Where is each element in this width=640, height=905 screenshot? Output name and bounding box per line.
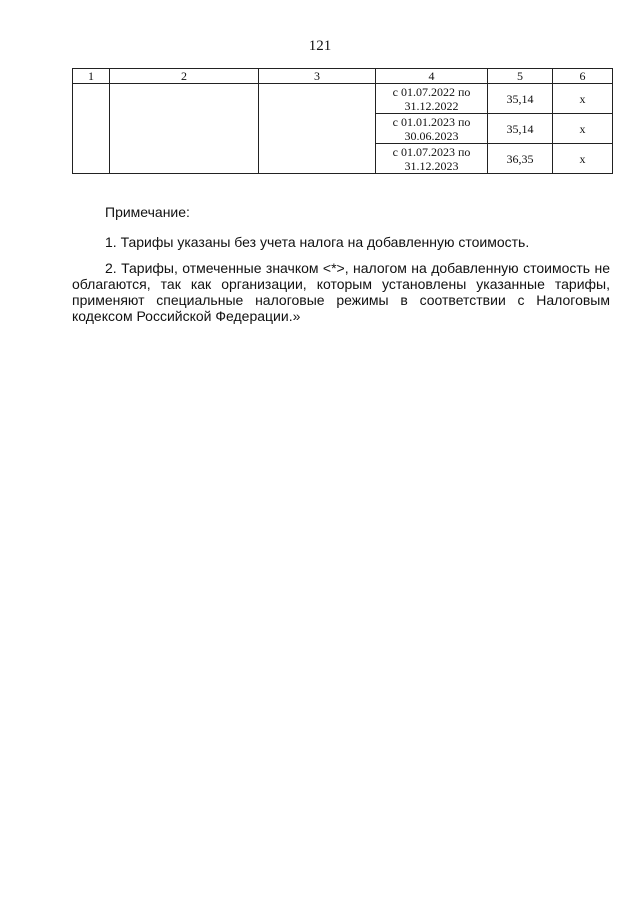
tariff-value-cell: 35,14	[488, 84, 553, 114]
vat-mark-cell: х	[553, 144, 613, 174]
table-cell-col3	[259, 84, 376, 174]
column-header-4: 4	[376, 69, 488, 84]
column-header-5: 5	[488, 69, 553, 84]
page-number: 121	[308, 38, 332, 54]
tariff-value-cell: 36,35	[488, 144, 553, 174]
period-cell: с 01.01.2023 по 30.06.2023	[376, 114, 488, 144]
table-cell-col2	[110, 84, 259, 174]
tariff-value-cell: 35,14	[488, 114, 553, 144]
note-item-2: 2. Тарифы, отмеченные значком <*>, налогом на добавленную стоимость не облагаются, так как организации, которым установлены указанные тарифы, применяют специальные налоговые режимы в соответствии с Налоговым кодексом Российской Федерации.»	[72, 260, 610, 324]
column-header-6: 6	[553, 69, 613, 84]
vat-mark-cell: х	[553, 114, 613, 144]
note-item-1: 1. Тарифы указаны без учета налога на добавленную стоимость.	[105, 234, 530, 250]
vat-mark-cell: х	[553, 84, 613, 114]
column-header-1: 1	[73, 69, 110, 84]
period-cell: с 01.07.2022 по 31.12.2022	[376, 84, 488, 114]
period-cell: с 01.07.2023 по 31.12.2023	[376, 144, 488, 174]
notes-section	[72, 204, 610, 324]
table-row	[73, 84, 613, 114]
table-header-row	[73, 69, 613, 84]
tariff-table	[72, 68, 613, 174]
column-header-2: 2	[110, 69, 259, 84]
notes-heading: Примечание:	[105, 204, 190, 220]
column-header-3: 3	[259, 69, 376, 84]
table-cell-col1	[73, 84, 110, 174]
